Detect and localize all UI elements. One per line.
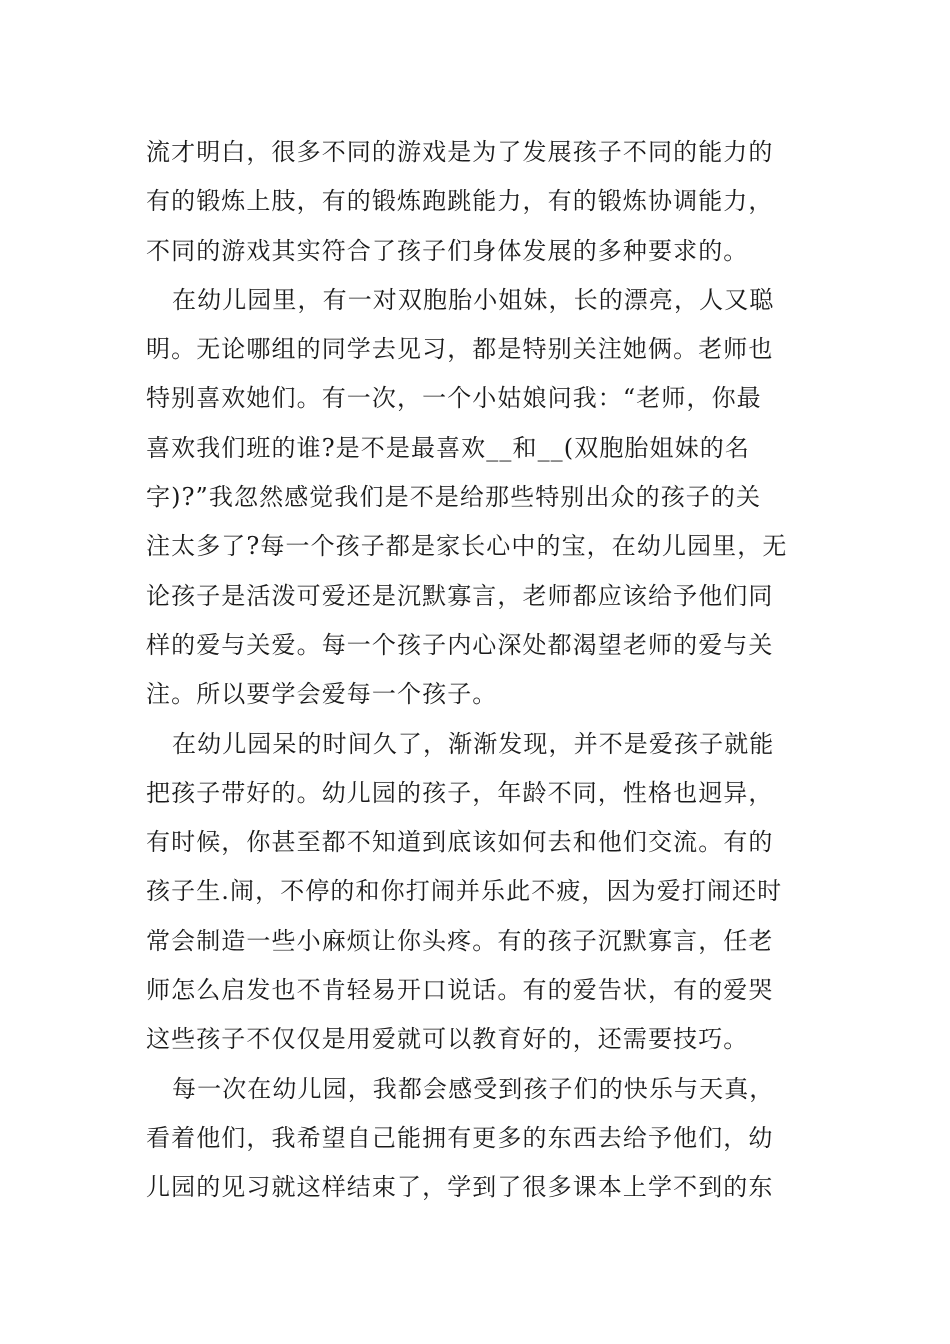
text-line: 儿园的见习就这样结束了，学到了很多课本上学不到的东 [146, 1173, 774, 1202]
text-line: 有的锻炼上肢，有的锻炼跑跳能力，有的锻炼协调能力， [146, 187, 774, 216]
text-line: 师怎么启发也不肯轻易开口说话。有的爱告状，有的爱哭 [146, 976, 774, 1005]
text-line: 论孩子是活泼可爱还是沉默寡言，老师都应该给予他们同 [146, 581, 774, 610]
paragraph-first-line: 在幼儿园里，有一对双胞胎小姐妹，长的漂亮，人又聪 [172, 285, 775, 314]
text-line: 常会制造一些小麻烦让你头疼。有的孩子沉默寡言，任老 [146, 926, 774, 955]
text-line: 喜欢我们班的谁?是不是最喜欢__和__(双胞胎姐妹的名 [146, 433, 750, 462]
text-line: 不同的游戏其实符合了孩子们身体发展的多种要求的。 [146, 236, 749, 265]
body-text [146, 128, 811, 1213]
text-line: 流才明白，很多不同的游戏是为了发展孩子不同的能力的 [146, 138, 774, 166]
text-line: 孩子生.闹，不停的和你打闹并乐此不疲，因为爱打闹还时 [146, 877, 783, 906]
paragraph-first-line: 每一次在幼儿园，我都会感受到孩子们的快乐与天真， [172, 1074, 775, 1103]
text-line: 样的爱与关爱。每一个孩子内心深处都渴望老师的爱与关 [146, 630, 774, 659]
text-line: 看着他们，我希望自己能拥有更多的东西去给予他们，幼 [146, 1123, 774, 1152]
paragraph-first-line: 在幼儿园呆的时间久了，渐渐发现，并不是爱孩子就能 [172, 729, 775, 758]
text-line: 特别喜欢她们。有一次，一个小姑娘问我：“老师，你最 [146, 384, 762, 413]
text-line: 把孩子带好的。幼儿园的孩子，年龄不同，性格也迥异， [146, 778, 774, 807]
text-line: 有时候，你甚至都不知道到底该如何去和他们交流。有的 [146, 828, 774, 857]
text-line: 注太多了?每一个孩子都是家长心中的宝，在幼儿园里，无 [146, 532, 788, 561]
text-line: 明。无论哪组的同学去见习，都是特别关注她俩。老师也 [146, 335, 774, 364]
text-line: 这些孩子不仅仅是用爱就可以教育好的，还需要技巧。 [146, 1025, 749, 1054]
text-line: 字)?”我忽然感觉我们是不是给那些特别出众的孩子的关 [146, 483, 762, 512]
text-line: 注。所以要学会爱每一个孩子。 [146, 680, 498, 709]
